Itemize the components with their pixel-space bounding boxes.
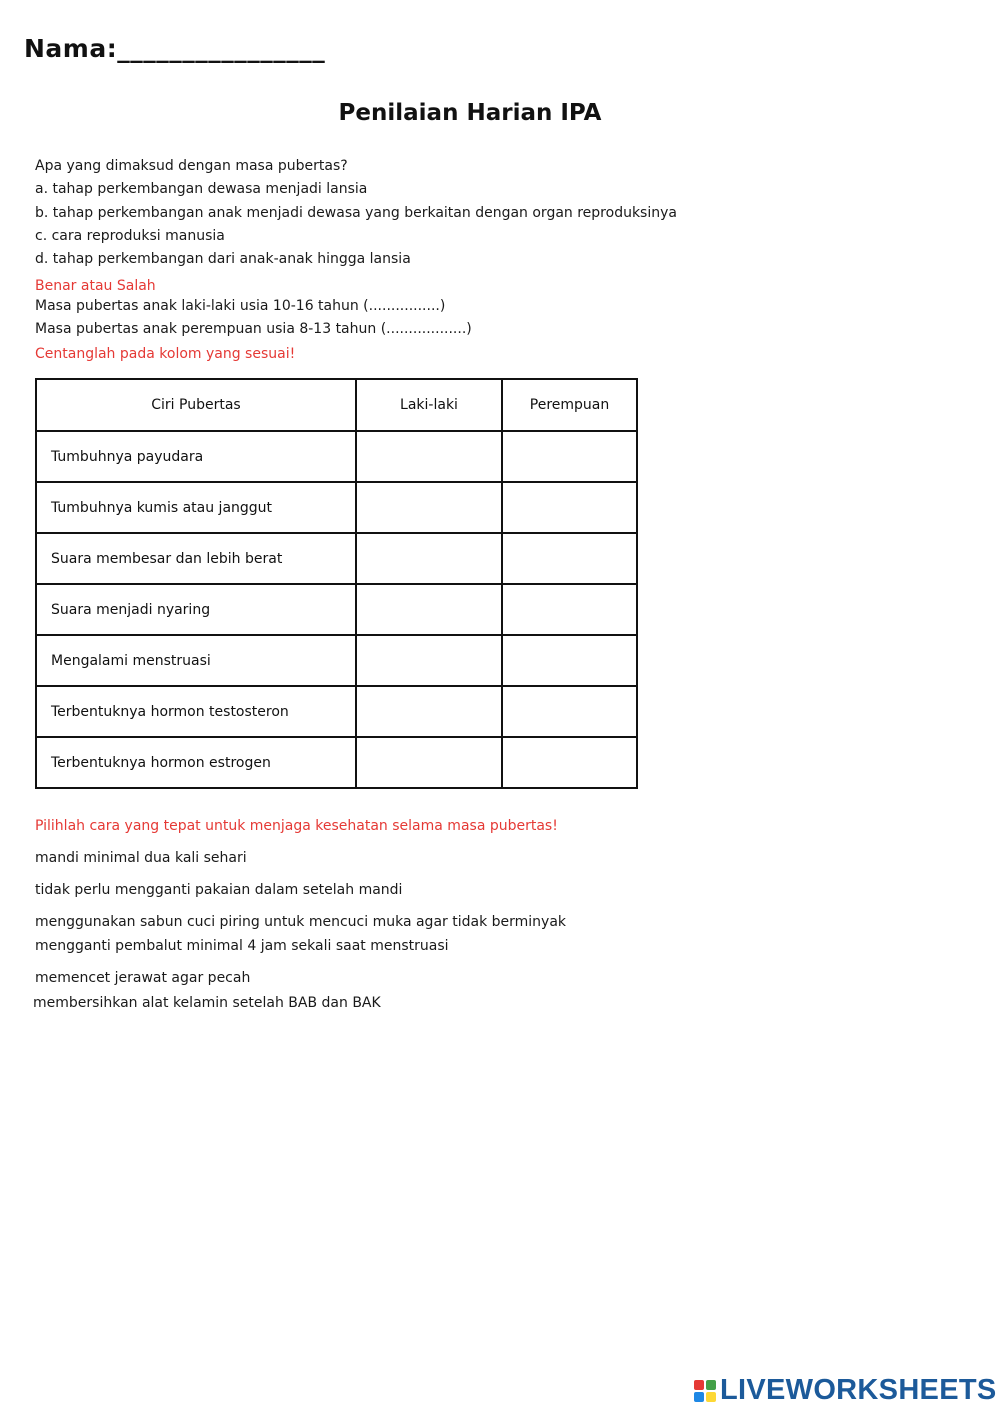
choose-instruction: Pilihlah cara yang tepat untuk menjaga kesehatan selama masa pubertas! [35, 818, 558, 834]
name-field-label: Nama:________________ [24, 34, 326, 63]
table-instruction: Centanglah pada kolom yang sesuai! [35, 346, 296, 362]
checkbox-cell-perempuan[interactable] [502, 482, 637, 533]
true-false-heading: Benar atau Salah [35, 278, 156, 294]
table-row [36, 635, 637, 686]
choice-item[interactable]: menggunakan sabun cuci piring untuk mencuci muka agar tidak berminyak [35, 914, 567, 930]
option-b[interactable]: b. tahap perkembangan anak menjadi dewasa yang berkaitan dengan organ reproduksinya [35, 205, 677, 221]
trait-label: Terbentuknya hormon estrogen [36, 737, 356, 788]
choice-item[interactable]: membersihkan alat kelamin setelah BAB dan BAK [33, 995, 381, 1011]
logo-block [694, 1380, 704, 1390]
checkbox-cell-laki-laki[interactable] [356, 584, 502, 635]
checkbox-cell-laki-laki[interactable] [356, 737, 502, 788]
option-a[interactable]: a. tahap perkembangan dewasa menjadi lansia [35, 181, 368, 197]
checkbox-cell-perempuan[interactable] [502, 737, 637, 788]
header-ciri-pubertas: Ciri Pubertas [36, 379, 356, 431]
checkbox-cell-laki-laki[interactable] [356, 686, 502, 737]
checkbox-cell-perempuan[interactable] [502, 431, 637, 482]
logo-block [694, 1392, 704, 1402]
logo-block [706, 1380, 716, 1390]
table-row [36, 686, 637, 737]
true-false-item-girls[interactable]: Masa pubertas anak perempuan usia 8-13 tahun (..................) [35, 321, 472, 337]
checkbox-cell-perempuan[interactable] [502, 533, 637, 584]
table-row [36, 482, 637, 533]
trait-label: Suara menjadi nyaring [36, 584, 356, 635]
logo-text: LIVEWORKSHEETS [720, 1374, 997, 1406]
table-row [36, 584, 637, 635]
checkbox-cell-perempuan[interactable] [502, 584, 637, 635]
header-laki-laki: Laki-laki [356, 379, 502, 431]
option-c[interactable]: c. cara reproduksi manusia [35, 228, 225, 244]
trait-label: Tumbuhnya payudara [36, 431, 356, 482]
logo-blocks-icon [694, 1380, 716, 1402]
table-row [36, 737, 637, 788]
option-d[interactable]: d. tahap perkembangan dari anak-anak hingga lansia [35, 251, 411, 267]
liveworksheets-logo [694, 1374, 997, 1407]
true-false-item-boys[interactable]: Masa pubertas anak laki-laki usia 10-16 tahun (................) [35, 298, 446, 314]
header-perempuan: Perempuan [502, 379, 637, 431]
page-title: Penilaian Harian IPA [338, 100, 602, 126]
trait-label: Terbentuknya hormon testosteron [36, 686, 356, 737]
checkbox-cell-laki-laki[interactable] [356, 431, 502, 482]
choice-item[interactable]: memencet jerawat agar pecah [35, 970, 251, 986]
trait-label: Mengalami menstruasi [36, 635, 356, 686]
puberty-traits-table [35, 378, 638, 789]
question-prompt: Apa yang dimaksud dengan masa pubertas? [35, 158, 348, 174]
trait-label: Suara membesar dan lebih berat [36, 533, 356, 584]
table-row [36, 431, 637, 482]
trait-label: Tumbuhnya kumis atau janggut [36, 482, 356, 533]
logo-block [706, 1392, 716, 1402]
checkbox-cell-perempuan[interactable] [502, 686, 637, 737]
choice-item[interactable]: mandi minimal dua kali sehari [35, 850, 247, 866]
checkbox-cell-laki-laki[interactable] [356, 482, 502, 533]
choice-item[interactable]: mengganti pembalut minimal 4 jam sekali saat menstruasi [35, 938, 449, 954]
checkbox-cell-laki-laki[interactable] [356, 533, 502, 584]
checkbox-cell-laki-laki[interactable] [356, 635, 502, 686]
table-row [36, 533, 637, 584]
table-header-row [36, 379, 637, 431]
choice-item[interactable]: tidak perlu mengganti pakaian dalam setelah mandi [35, 882, 403, 898]
checkbox-cell-perempuan[interactable] [502, 635, 637, 686]
